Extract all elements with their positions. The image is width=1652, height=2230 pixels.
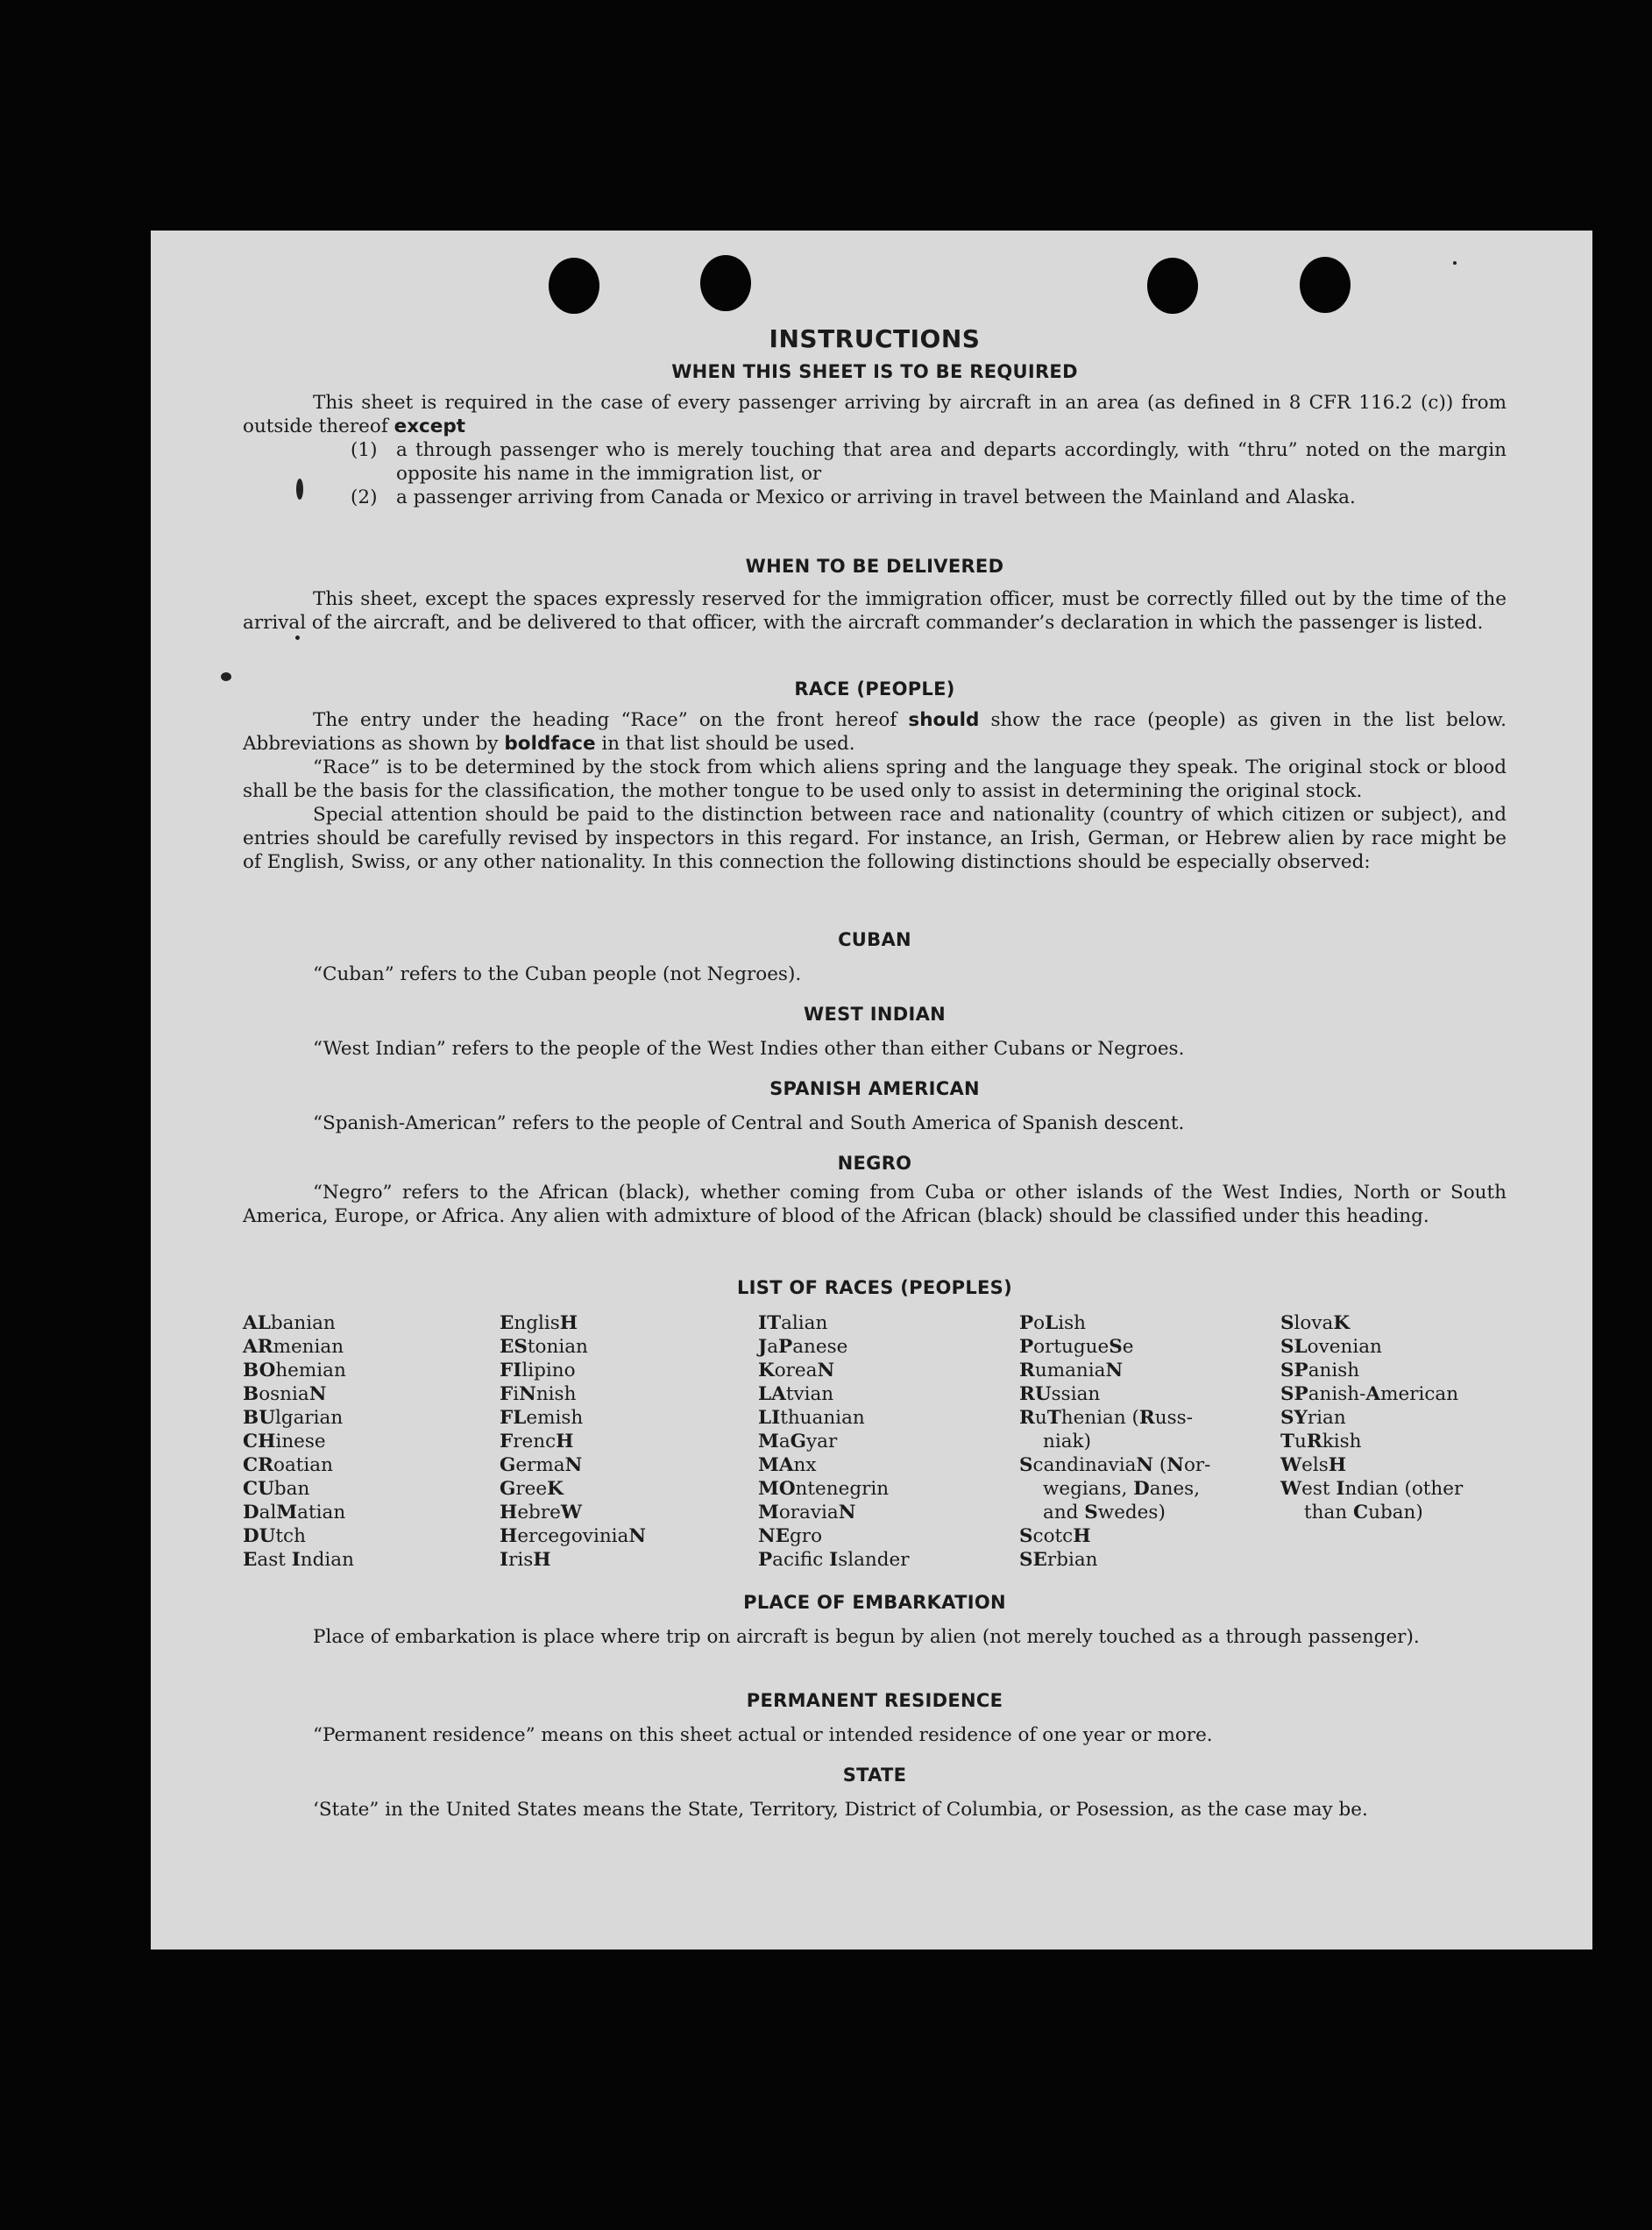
- race-entry: than Cuban): [1304, 1502, 1423, 1523]
- race-entry: DUtch: [243, 1525, 306, 1547]
- race-entry: CUban: [243, 1478, 310, 1500]
- west-indian-text: “West Indian” refers to the people of the West Indies other than either Cubans or Negroes.: [313, 1038, 1185, 1060]
- race-paragraph-1: [243, 708, 1507, 756]
- race-entry: DalMatian: [243, 1502, 346, 1523]
- race-entry: LAtvian: [758, 1383, 834, 1405]
- exception-number: (1): [351, 439, 378, 461]
- race-list: [243, 1311, 1507, 1574]
- race-entry: RumaniaN: [1019, 1360, 1124, 1381]
- race-entry: PoLish: [1019, 1312, 1087, 1334]
- race-entry: BOhemian: [243, 1360, 346, 1381]
- exception-number: (2): [351, 486, 378, 508]
- race-entry: SPanish: [1280, 1360, 1360, 1381]
- section-heading-west-indian: WEST INDIAN: [803, 1004, 947, 1025]
- ink-speck: [295, 636, 300, 640]
- race-entry: FrencH: [500, 1431, 574, 1452]
- race-column: [500, 1311, 646, 1572]
- race-paragraph-2: “Race” is to be determined by the stock from which aliens spring and the language they speak. The original stock or blood shall be the basis for the classification, the mother tongue to be used only to assist in determining the original stock.: [243, 756, 1507, 802]
- embarkation-text: Place of embarkation is place where trip on aircraft is begun by alien (not merely touched as a through passenger).: [313, 1626, 1420, 1648]
- section-heading-list-of-races: LIST OF RACES (PEOPLES): [736, 1277, 1012, 1298]
- race-entry: ALbanian: [243, 1312, 336, 1334]
- race-entry: ScandinaviaN (Nor-: [1019, 1454, 1211, 1476]
- ink-speck: [221, 672, 231, 681]
- race-entry: CHinese: [243, 1431, 326, 1452]
- race-entry: WelsH: [1280, 1454, 1347, 1476]
- punch-hole: [549, 258, 599, 314]
- race-text: show the race (people) as given in the list below. Abbreviations as shown by: [243, 709, 1507, 755]
- race-entry: ITalian: [758, 1312, 828, 1334]
- ink-speck: [1453, 261, 1457, 265]
- race-boldface: boldface: [504, 733, 596, 755]
- exception-item: [243, 486, 1507, 509]
- race-entry: EnglisH: [500, 1312, 578, 1334]
- race-entry: LIthuanian: [758, 1407, 865, 1429]
- race-entry: PortugueSe: [1019, 1336, 1134, 1358]
- delivered-paragraph: This sheet, except the spaces expressly reserved for the immigration officer, must be correctly filled out by the time of the arrival of the aircraft, and be delivered to that officer, with the aircraft commander’s declaration in which the passenger is listed.: [243, 588, 1507, 634]
- race-entry: TuRkish: [1280, 1431, 1362, 1452]
- punch-hole: [1300, 257, 1351, 313]
- race-entry: SLovenian: [1280, 1336, 1382, 1358]
- section-heading-embarkation: PLACE OF EMBARKATION: [743, 1592, 1006, 1613]
- race-entry: East Indian: [243, 1549, 354, 1571]
- race-entry: KoreaN: [758, 1360, 835, 1381]
- punch-hole: [700, 255, 751, 311]
- race-entry: EStonian: [500, 1336, 588, 1358]
- exception-text: a through passenger who is merely touching that area and departs accordingly, with “thru” noted on the margin opposite his name in the immigration list, or: [396, 439, 1507, 485]
- race-entry: MOntenegrin: [758, 1478, 890, 1500]
- race-entry: BUlgarian: [243, 1407, 344, 1429]
- instruction-sheet: [151, 231, 1592, 1949]
- race-entry: SlovaK: [1280, 1312, 1351, 1334]
- race-entry: CRoatian: [243, 1454, 333, 1476]
- section-heading-required: WHEN THIS SHEET IS TO BE REQUIRED: [671, 361, 1078, 382]
- race-entry: FIlipino: [500, 1360, 576, 1381]
- race-column: [1280, 1311, 1463, 1524]
- race-entry: HercegoviniaN: [500, 1525, 647, 1547]
- race-should: should: [908, 709, 980, 731]
- race-paragraph-3: Special attention should be paid to the distinction between race and nationality (country of which citizen or subject), and entries should be carefully revised by inspectors in this regard. For instance, an Irish, German, or Hebrew alien by race might be of English, Swiss, or any other nationality. In this connection the following distinctions should be especially observed:: [243, 804, 1507, 873]
- section-heading-residence: PERMANENT RESIDENCE: [746, 1690, 1003, 1711]
- race-text: The entry under the heading “Race” on the front hereof: [313, 709, 909, 731]
- race-text: in that list should be used.: [595, 733, 855, 755]
- race-entry: HebreW: [500, 1502, 582, 1523]
- race-entry: FiNnish: [500, 1383, 577, 1405]
- race-entry: wegians, Danes,: [1043, 1478, 1201, 1500]
- race-entry: MAnx: [758, 1454, 817, 1476]
- page-title: INSTRUCTIONS: [769, 324, 981, 353]
- race-column: [758, 1311, 910, 1572]
- race-entry: JaPanese: [758, 1336, 848, 1358]
- state-text: ‘State” in the United States means the State, Territory, District of Columbia, or Posession, as the case may be.: [313, 1799, 1368, 1821]
- race-column: [243, 1311, 354, 1572]
- race-entry: RuThenian (Russ-: [1019, 1407, 1193, 1429]
- section-heading-negro: NEGRO: [837, 1153, 912, 1174]
- race-entry: NEgro: [758, 1525, 823, 1547]
- required-text: This sheet is required in the case of every passenger arriving by aircraft in an area (as defined in 8 CFR 116.2 (c)) from outside thereof: [243, 392, 1507, 437]
- race-entry: SYrian: [1280, 1407, 1346, 1429]
- section-heading-cuban: CUBAN: [838, 929, 911, 950]
- race-entry: ScotcH: [1019, 1525, 1091, 1547]
- spanish-american-text: “Spanish-American” refers to the people of Central and South America of Spanish descent.: [313, 1112, 1185, 1134]
- exception-item: [243, 438, 1507, 486]
- race-entry: MoraviaN: [758, 1502, 856, 1523]
- race-entry: GermaN: [500, 1454, 583, 1476]
- section-heading-race: RACE (PEOPLE): [794, 678, 955, 700]
- race-entry: BosniaN: [243, 1383, 327, 1405]
- section-heading-state: STATE: [842, 1765, 907, 1786]
- race-entry: SErbian: [1019, 1549, 1098, 1571]
- race-entry: IrisH: [500, 1549, 551, 1571]
- required-except: except: [394, 415, 466, 437]
- race-entry: ARmenian: [243, 1336, 344, 1358]
- race-entry: MaGyar: [758, 1431, 838, 1452]
- race-column: [1019, 1311, 1210, 1572]
- race-entry: niak): [1043, 1431, 1091, 1452]
- exception-text: a passenger arriving from Canada or Mexico or arriving in travel between the Mainland and Alaska.: [396, 486, 1356, 508]
- race-entry: GreeK: [500, 1478, 564, 1500]
- negro-text: “Negro” refers to the African (black), whether coming from Cuba or other islands of the West Indies, North or South America, Europe, or Africa. Any alien with admixture of blood of the African (black) should be classified under this heading.: [243, 1182, 1507, 1227]
- cuban-text: “Cuban” refers to the Cuban people (not Negroes).: [313, 963, 802, 985]
- section-heading-spanish-american: SPANISH AMERICAN: [769, 1078, 980, 1099]
- race-entry: and Swedes): [1043, 1502, 1166, 1523]
- race-entry: Pacific Islander: [758, 1549, 910, 1571]
- required-paragraph: [243, 391, 1507, 438]
- race-entry: SPanish-American: [1280, 1383, 1459, 1405]
- punch-hole: [1147, 258, 1198, 314]
- section-heading-delivered: WHEN TO BE DELIVERED: [745, 556, 1004, 577]
- residence-text: “Permanent residence” means on this sheet actual or intended residence of one year or more.: [313, 1724, 1213, 1746]
- race-entry: FLemish: [500, 1407, 584, 1429]
- race-entry: RUssian: [1019, 1383, 1101, 1405]
- race-entry: West Indian (other: [1280, 1478, 1464, 1500]
